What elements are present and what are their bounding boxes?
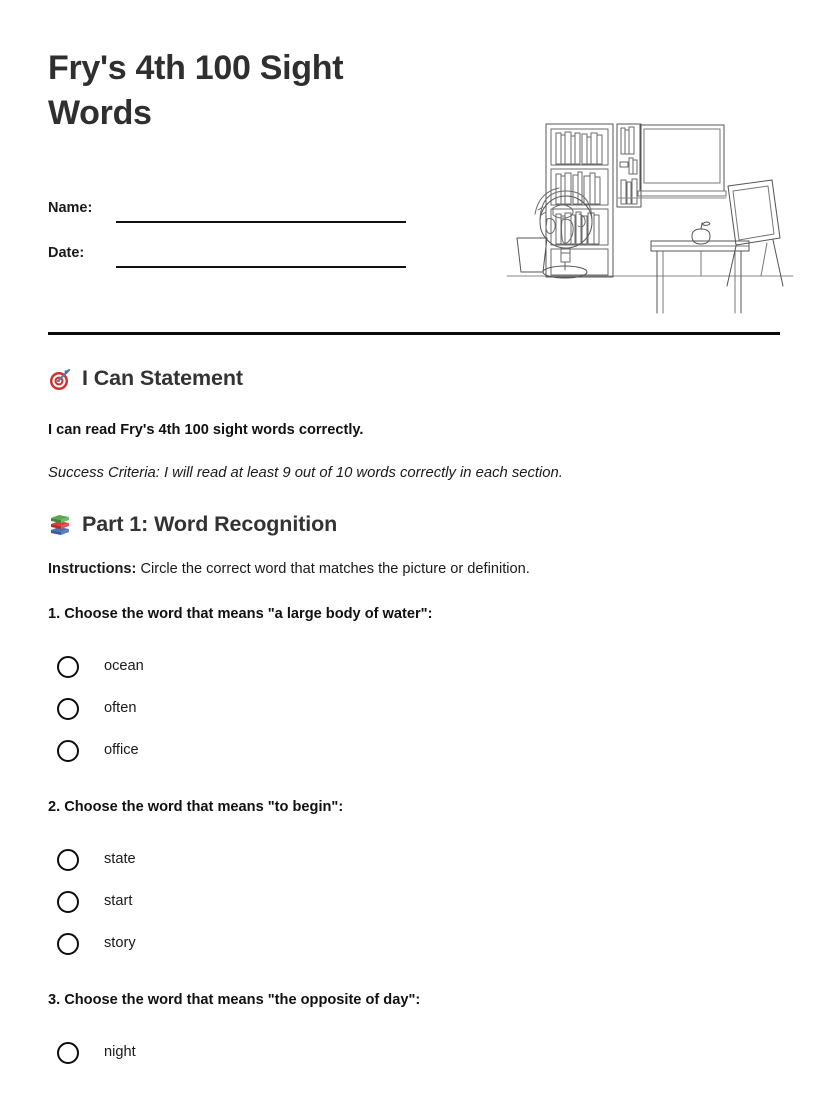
option-label: ocean [104,658,144,675]
worksheet-header [48,40,788,310]
option-row[interactable] [48,730,788,772]
worksheet-content [48,366,788,1074]
radio-circle-icon[interactable] [57,740,79,762]
radio-circle-icon[interactable] [57,891,79,913]
instructions-text: Circle the correct word that matches the picture or definition. [140,560,530,577]
radio-circle-icon[interactable] [57,1042,79,1064]
question-1-text: 1. Choose the word that means "a large body of water": [48,605,433,622]
question-3 [48,965,788,1074]
question-3-text: 3. Choose the word that means "the opposite of day": [48,991,421,1008]
radio-circle-icon[interactable] [57,933,79,955]
radio-circle-icon[interactable] [57,656,79,678]
ican-statement-text: I can read Fry's 4th 100 sight words correctly. [48,421,364,438]
option-row[interactable] [48,646,788,688]
name-field-line[interactable] [116,221,406,223]
question-3-options [48,1010,788,1074]
date-field-label: Date: [48,245,85,261]
radio-circle-icon[interactable] [57,849,79,871]
option-row[interactable] [48,688,788,730]
option-label: story [104,935,136,952]
option-label: night [104,1044,136,1061]
page-title: Fry's 4th 100 Sight Words [48,49,344,132]
direct-hit-icon [48,367,72,391]
header-divider [48,332,780,335]
part1-heading-label: Part 1: Word Recognition [82,512,338,536]
option-label: often [104,700,137,717]
classroom-illustration [505,110,795,320]
date-field-line[interactable] [116,266,406,268]
question-1 [48,579,788,772]
option-row[interactable] [48,839,788,881]
name-field-label: Name: [48,200,93,216]
books-icon [48,513,72,537]
part1-heading [48,512,788,538]
question-2-options [48,817,788,965]
radio-circle-icon[interactable] [57,698,79,720]
success-criteria-text: Success Criteria: I will read at least 9 out of 10 words correctly in each section. [48,464,563,481]
option-row[interactable] [48,881,788,923]
ican-statement-heading [48,366,788,392]
question-1-options [48,624,788,772]
part1-instructions [48,538,788,579]
name-field-row [48,197,468,223]
instructions-label: Instructions: [48,560,137,577]
date-field-row [48,242,468,268]
option-label: start [104,893,133,910]
part1-heading-wrap [48,483,788,538]
question-2-text: 2. Choose the word that means "to begin": [48,798,344,815]
option-row[interactable] [48,923,788,965]
option-label: office [104,742,139,759]
option-label: state [104,851,136,868]
ican-statement-heading-label: I Can Statement [82,366,243,390]
question-2 [48,772,788,965]
option-row[interactable] [48,1032,788,1074]
